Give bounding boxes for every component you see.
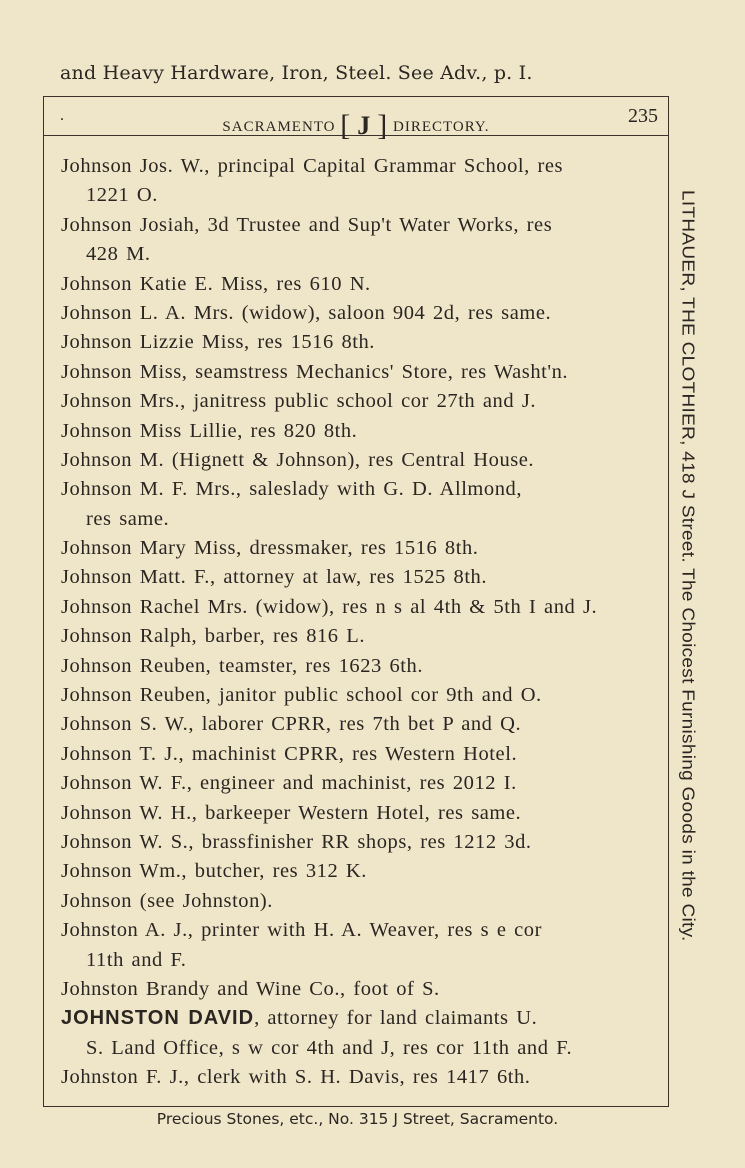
directory-entry: [61, 563, 661, 592]
page-number: 235: [628, 105, 658, 127]
entry-line: [61, 1034, 661, 1063]
entry-text: Johnson Katie E. Miss, res 610 N.: [61, 272, 371, 295]
entry-text: Johnson W. S., brassfinisher RR shops, res 1212 3d.: [61, 830, 532, 853]
entry-line: [61, 946, 661, 975]
directory-entry: [61, 1063, 661, 1092]
entry-text: Johnston F. J., clerk with S. H. Davis, res 1417 6th.: [61, 1066, 531, 1089]
side-advert: LITHAUER, THE CLOTHIER, 418 J Street. The Choicest Furnishing Goods in the City.: [678, 190, 697, 942]
entry-text: Johnson Lizzie Miss, res 1516 8th.: [61, 331, 375, 354]
directory-entry: [61, 534, 661, 563]
footer-advert: Precious Stones, etc., No. 315 J Street, Sacramento.: [156, 1110, 559, 1128]
entry-line: [61, 505, 661, 534]
directory-entry: [61, 593, 661, 622]
directory-entry: [61, 417, 661, 446]
entry-text: , attorney for land claimants U.: [254, 1007, 538, 1030]
directory-entries: [61, 152, 661, 1093]
entry-line: [61, 681, 661, 710]
entry-text: Johnson Josiah, 3d Trustee and Sup't Water Works, res: [61, 213, 553, 236]
directory-entry: [61, 358, 661, 387]
entry-text: res same.: [86, 507, 170, 530]
header-city: SACRAMENTO: [222, 119, 336, 135]
entry-text: Johnson Mrs., janitress public school cor 27th and J.: [61, 390, 537, 413]
directory-entry: [61, 740, 661, 769]
entry-line: [61, 622, 661, 651]
entry-text: Johnson M. F. Mrs., saleslady with G. D. Allmond,: [61, 478, 523, 501]
entry-text: S. Land Office, s w cor 4th and J, res cor 11th and F.: [86, 1036, 573, 1059]
entry-text: Johnson Ralph, barber, res 816 L.: [61, 625, 366, 648]
entry-line: [61, 270, 661, 299]
directory-entry: [61, 270, 661, 299]
entry-text: Johnson M. (Hignett & Johnson), res Central House.: [61, 448, 535, 471]
entry-text: 428 M.: [86, 243, 151, 266]
entry-text: Johnson Matt. F., attorney at law, res 1525 8th.: [61, 566, 488, 589]
entry-text: Johnston A. J., printer with H. A. Weaver, res s e cor: [61, 919, 542, 942]
entry-line: [61, 857, 661, 886]
directory-entry: [61, 975, 661, 1004]
entry-text: Johnson Reuben, teamster, res 1623 6th.: [61, 654, 423, 677]
entry-text: Johnson W. F., engineer and machinist, res 2012 I.: [61, 772, 517, 795]
entry-name-bold: JOHNSTON DAVID: [61, 1007, 255, 1030]
directory-entry: [61, 387, 661, 416]
entry-line: [61, 152, 661, 181]
header-dot: .: [60, 107, 64, 124]
entry-line: [61, 475, 661, 504]
entry-line: [61, 593, 661, 622]
entry-text: Johnson L. A. Mrs. (widow), saloon 904 2d, res same.: [61, 301, 552, 324]
directory-entry: [61, 328, 661, 357]
entry-line: [61, 916, 661, 945]
entry-text: 11th and F.: [86, 948, 187, 971]
directory-entry: [61, 211, 661, 270]
entry-line: [61, 740, 661, 769]
entry-line: [61, 211, 661, 240]
entry-text: Johnson S. W., laborer CPRR, res 7th bet P and Q.: [61, 713, 522, 736]
entry-text: Johnson Mary Miss, dressmaker, res 1516 8th.: [61, 537, 479, 560]
directory-entry: [61, 857, 661, 886]
directory-title: SACRAMENTO [ J ] DIRECTORY.: [222, 109, 490, 142]
directory-entry: [61, 652, 661, 681]
entry-line: [61, 417, 661, 446]
entry-text: Johnson Jos. W., principal Capital Grammar School, res: [61, 155, 564, 177]
entry-text: Johnson Miss, seamstress Mechanics' Store, res Washt'n.: [61, 360, 569, 383]
header-letter: J: [357, 111, 372, 140]
directory-page-frame: [43, 96, 669, 1107]
directory-entry: [61, 446, 661, 475]
header-directory: DIRECTORY.: [393, 119, 490, 135]
entry-line: [61, 769, 661, 798]
entry-line: [61, 1063, 661, 1092]
entry-line: [61, 328, 661, 357]
entry-text: Johnson Reuben, janitor public school cor 9th and O.: [61, 684, 542, 707]
entry-text: Johnson (see Johnston).: [61, 889, 273, 912]
entry-text: Johnson Wm., butcher, res 312 K.: [61, 860, 367, 883]
entry-line: [61, 887, 661, 916]
entry-line: [61, 181, 661, 210]
entry-text: Johnson T. J., machinist CPRR, res Western Hotel.: [61, 742, 518, 765]
directory-entry: [61, 681, 661, 710]
entry-line: [61, 240, 661, 269]
entry-line: [61, 358, 661, 387]
directory-entry: [61, 887, 661, 916]
running-head-advert: and Heavy Hardware, Iron, Steel. See Adv., p. I.: [60, 62, 533, 84]
entry-text: Johnson Rachel Mrs. (widow), res n s al 4th & 5th I and J.: [61, 595, 598, 618]
directory-entry: [61, 475, 661, 534]
entry-line: [61, 1004, 661, 1033]
directory-entry: [61, 299, 661, 328]
entry-line: [61, 563, 661, 592]
directory-entry: [61, 769, 661, 798]
directory-entry: [61, 799, 661, 828]
directory-entry: [61, 1004, 661, 1063]
page-header: [44, 97, 668, 142]
directory-entry: [61, 622, 661, 651]
entry-text: 1221 O.: [86, 184, 158, 207]
entry-text: Johnston Brandy and Wine Co., foot of S.: [61, 977, 440, 1000]
entry-line: [61, 828, 661, 857]
directory-entry: [61, 710, 661, 739]
entry-text: Johnson Miss Lillie, res 820 8th.: [61, 419, 358, 442]
entry-line: [61, 799, 661, 828]
directory-entry: [61, 152, 661, 211]
directory-entry: [61, 828, 661, 857]
directory-entry: [61, 916, 661, 975]
entry-line: [61, 710, 661, 739]
entry-line: [61, 387, 661, 416]
entry-line: [61, 299, 661, 328]
entry-line: [61, 534, 661, 563]
entry-line: [61, 446, 661, 475]
entry-text: Johnson W. H., barkeeper Western Hotel, res same.: [61, 801, 522, 824]
entry-line: [61, 975, 661, 1004]
entry-line: [61, 652, 661, 681]
